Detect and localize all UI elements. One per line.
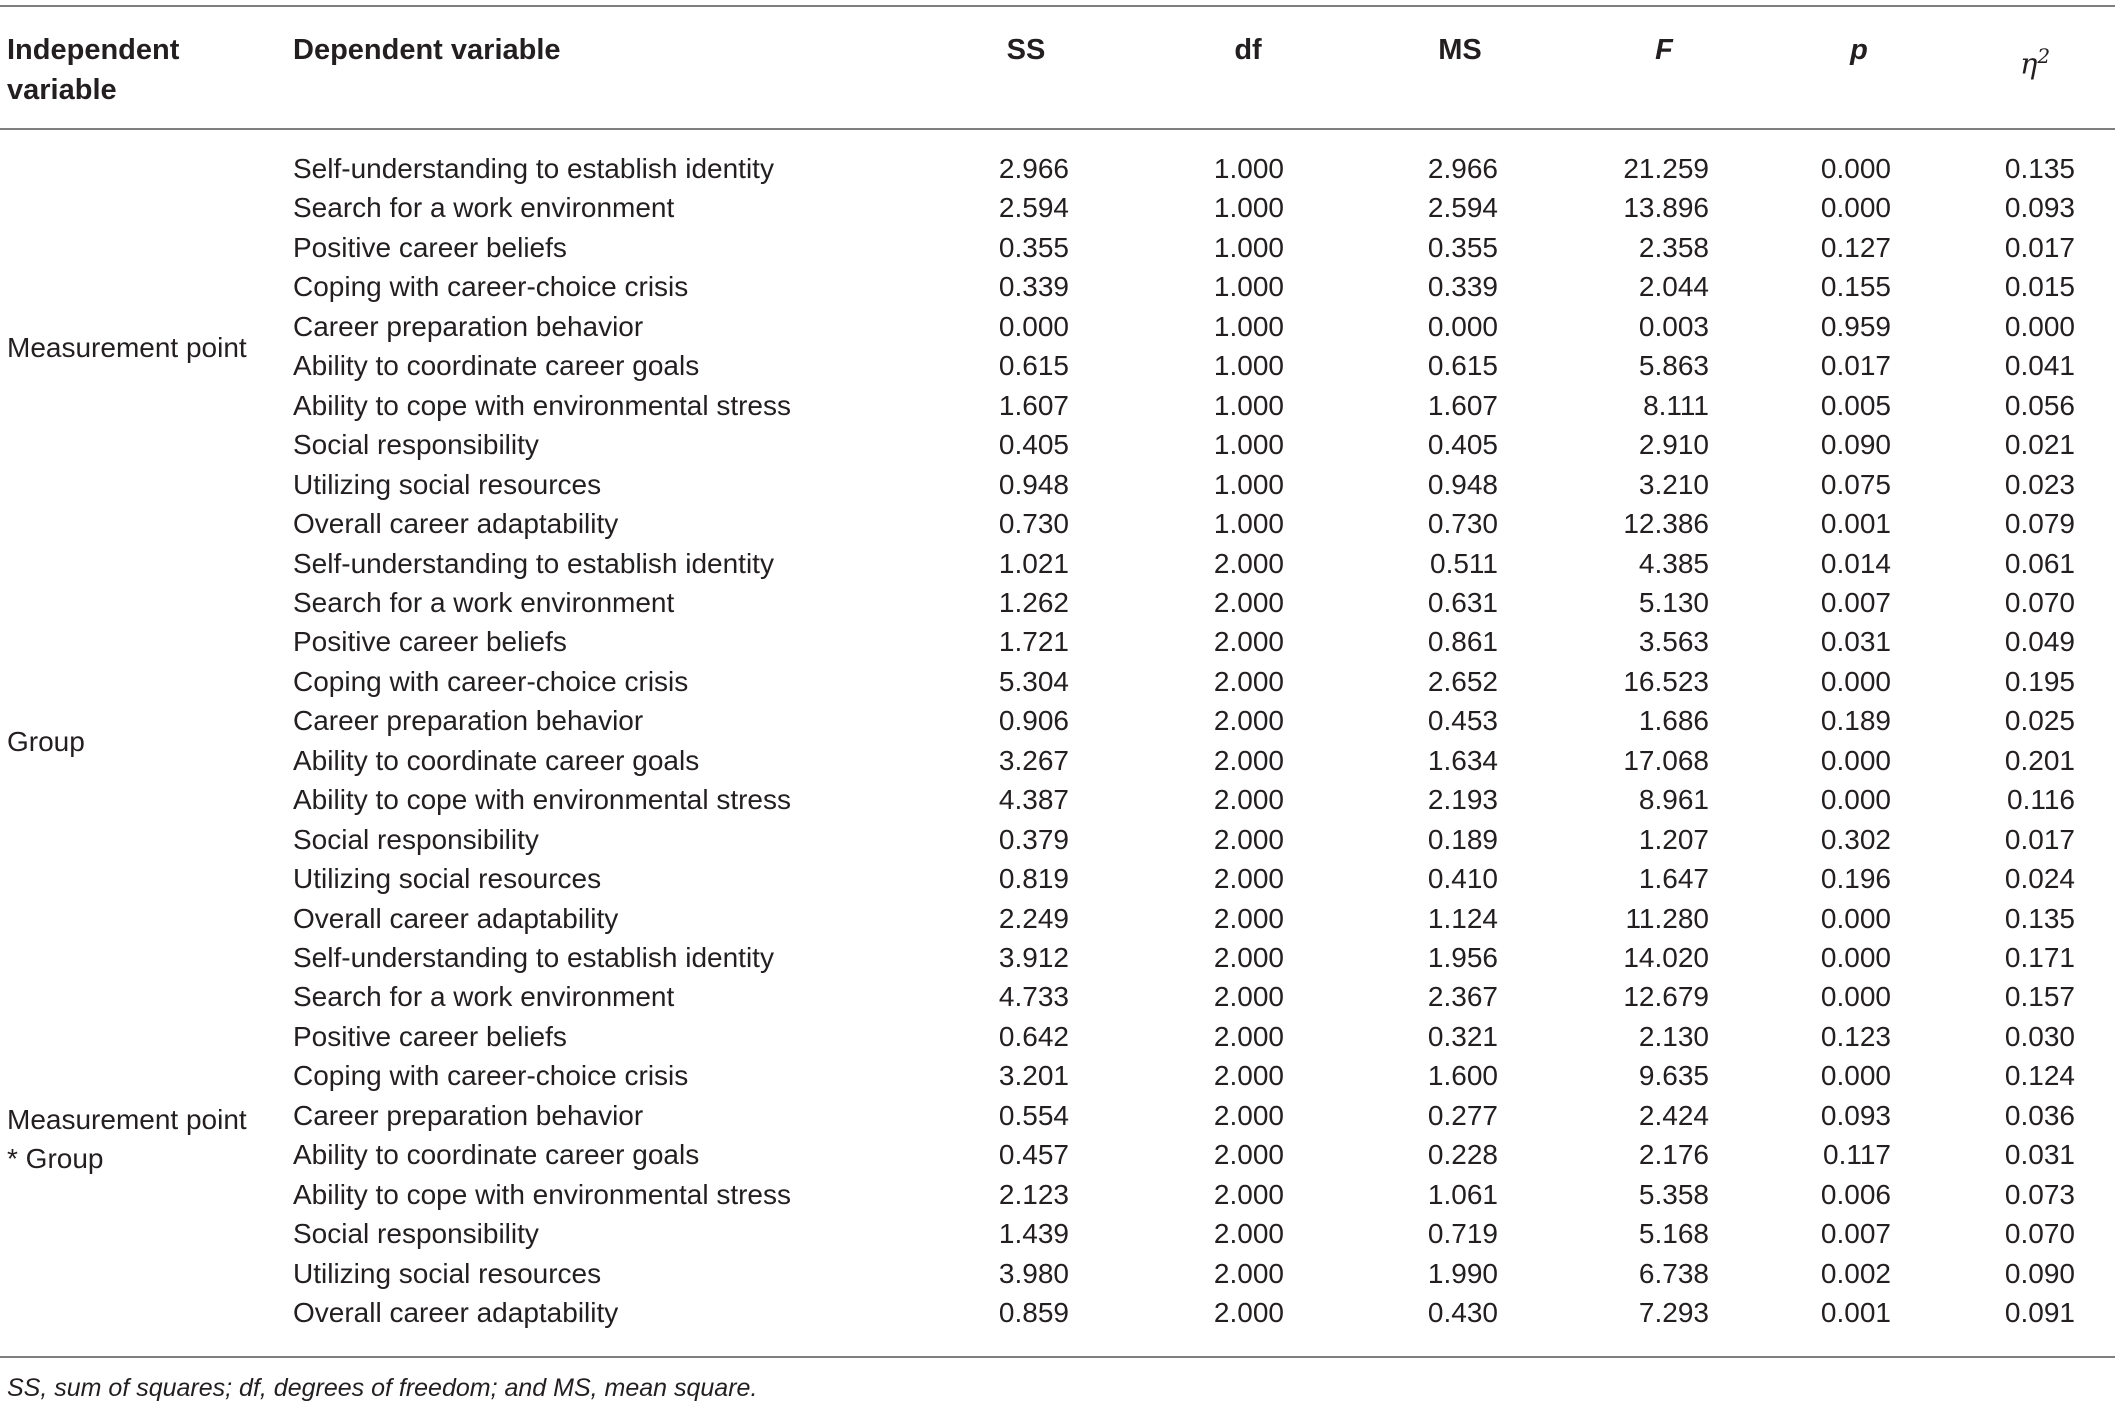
table-row [0,465,2115,504]
ss-cell: 1.721 [998,626,1069,658]
df-cell: 2.000 [1213,784,1284,816]
dependent-variable-cell: Positive career beliefs [293,626,567,658]
ms-cell: 0.730 [1427,508,1498,540]
ms-cell: 0.228 [1427,1139,1498,1171]
eta-cell: 0.031 [2004,1139,2075,1171]
table-row [0,859,2115,898]
table-row [0,938,2115,977]
p-cell: 0.000 [1820,981,1891,1013]
table-row [0,622,2115,661]
table-row [0,228,2115,267]
eta-symbol: η [2019,46,2038,81]
eta-cell: 0.124 [2004,1060,2075,1092]
dependent-variable-cell: Positive career beliefs [293,231,567,263]
eta-cell: 0.023 [2004,468,2075,500]
table-row [0,899,2115,938]
p-cell: 0.007 [1820,586,1891,618]
f-cell: 8.111 [1643,389,1709,421]
ms-cell: 0.410 [1427,863,1498,895]
dependent-variable-cell: Coping with career-choice crisis [293,271,689,303]
df-cell: 1.000 [1213,468,1284,500]
header-p: p [1850,34,1868,66]
ms-cell: 0.355 [1427,231,1498,263]
table-row [0,780,2115,819]
ms-cell: 0.861 [1427,626,1498,658]
dependent-variable-cell: Ability to coordinate career goals [293,350,700,382]
table-row [0,977,2115,1016]
group-label-line: * Group [7,1143,104,1175]
table-row [0,1096,2115,1135]
table-row [0,544,2115,583]
dependent-variable-cell: Search for a work environment [293,586,675,618]
df-cell: 2.000 [1213,744,1284,776]
ms-cell: 1.634 [1427,744,1498,776]
f-cell: 2.358 [1638,231,1709,263]
dependent-variable-cell: Ability to cope with environmental stress [293,784,791,816]
ms-cell: 1.956 [1427,942,1498,973]
f-cell: 16.523 [1623,665,1709,697]
p-cell: 0.959 [1820,310,1891,342]
table-row [0,1293,2115,1332]
f-cell: 5.168 [1638,1218,1709,1250]
df-cell: 2.000 [1213,626,1284,658]
ms-cell: 0.277 [1427,1099,1498,1131]
dependent-variable-cell: Career preparation behavior [293,705,644,737]
df-cell: 2.000 [1213,705,1284,737]
f-cell: 1.647 [1638,863,1709,895]
table-row [0,741,2115,780]
p-cell: 0.090 [1820,429,1891,461]
p-cell: 0.017 [1820,350,1891,382]
ms-cell: 0.719 [1427,1218,1498,1250]
p-cell: 0.005 [1820,389,1891,421]
p-cell: 0.000 [1820,153,1891,184]
ms-cell: 1.600 [1427,1060,1498,1092]
ms-cell: 2.966 [1427,153,1498,184]
df-cell: 2.000 [1213,665,1284,697]
p-cell: 0.000 [1820,665,1891,697]
eta-cell: 0.135 [2004,153,2075,184]
ss-cell: 1.607 [998,389,1069,421]
table-row [0,820,2115,859]
eta-cell: 0.041 [2004,350,2075,382]
f-cell: 13.896 [1623,192,1709,224]
table-top-rule [0,5,2115,7]
df-cell: 1.000 [1213,508,1284,540]
ss-cell: 4.733 [998,981,1069,1013]
ss-cell: 0.642 [998,1020,1069,1052]
dependent-variable-cell: Career preparation behavior [293,1099,644,1131]
p-cell: 0.002 [1820,1257,1891,1289]
eta-cell: 0.201 [2004,744,2075,776]
table-row [0,662,2115,701]
p-cell: 0.189 [1820,705,1891,737]
header-independent-line1: Independent [7,34,180,66]
ss-cell: 1.439 [998,1218,1069,1250]
f-cell: 1.207 [1638,823,1709,855]
ms-cell: 0.000 [1427,310,1498,342]
ss-cell: 3.912 [998,942,1069,973]
dependent-variable-cell: Self-understanding to establish identity [293,547,774,579]
p-cell: 0.000 [1820,784,1891,816]
header-dependent-variable: Dependent variable [293,34,561,66]
dependent-variable-cell: Self-understanding to establish identity [293,942,774,973]
df-cell: 2.000 [1213,902,1284,934]
eta-cell: 0.021 [2004,429,2075,461]
ss-cell: 3.267 [998,744,1069,776]
f-cell: 9.635 [1638,1060,1709,1092]
eta-cell: 0.000 [2004,310,2075,342]
group-label-line: Measurement point [7,332,247,363]
ms-cell: 0.405 [1427,429,1498,461]
table-row [0,701,2115,740]
ss-cell: 0.730 [998,508,1069,540]
df-cell: 2.000 [1213,942,1284,973]
dependent-variable-cell: Social responsibility [293,1218,539,1250]
df-cell: 1.000 [1213,231,1284,263]
header-df: df [1234,34,1262,66]
ss-cell: 4.387 [998,784,1069,816]
ms-cell: 0.189 [1427,823,1498,855]
f-cell: 4.385 [1638,547,1709,579]
f-cell: 2.910 [1638,429,1709,461]
f-cell: 5.130 [1638,586,1709,618]
header-eta-squared [2020,36,2050,84]
dependent-variable-cell: Utilizing social resources [293,468,602,500]
table-row [0,149,2115,188]
table-row [0,267,2115,306]
header-ss: SS [1006,34,1046,66]
df-cell: 2.000 [1213,1020,1284,1052]
ms-cell: 0.339 [1427,271,1498,303]
eta-cell: 0.135 [2004,902,2075,934]
df-cell: 1.000 [1213,350,1284,382]
ms-cell: 2.367 [1427,981,1498,1013]
ms-cell: 0.631 [1427,586,1498,618]
df-cell: 1.000 [1213,389,1284,421]
ss-cell: 2.123 [998,1178,1069,1210]
table-footnote: SS, sum of squares; df, degrees of freedom; and MS, mean square. [7,1374,758,1402]
eta-cell: 0.157 [2004,981,2075,1013]
ss-cell: 0.859 [998,1297,1069,1329]
p-cell: 0.155 [1820,271,1891,303]
df-cell: 2.000 [1213,981,1284,1013]
df-cell: 2.000 [1213,1218,1284,1250]
p-cell: 0.000 [1820,192,1891,224]
f-cell: 2.424 [1638,1099,1709,1131]
f-cell: 1.686 [1638,705,1709,737]
ms-cell: 0.453 [1427,705,1498,737]
ss-cell: 0.948 [998,468,1069,500]
ms-cell: 1.990 [1427,1257,1498,1289]
dependent-variable-cell: Overall career adaptability [293,508,619,540]
ss-cell: 0.405 [998,429,1069,461]
ss-cell: 0.339 [998,271,1069,303]
eta-cell: 0.056 [2004,389,2075,421]
eta-cell: 0.049 [2004,626,2075,658]
df-cell: 2.000 [1213,1060,1284,1092]
dependent-variable-cell: Ability to coordinate career goals [293,744,700,776]
p-cell: 0.093 [1820,1099,1891,1131]
dependent-variable-cell: Positive career beliefs [293,1020,567,1052]
eta-cell: 0.061 [2004,547,2075,579]
p-cell: 0.302 [1820,823,1891,855]
eta-cell: 0.073 [2004,1178,2075,1210]
ss-cell: 0.000 [998,310,1069,342]
p-cell: 0.117 [1823,1139,1891,1171]
eta-cell: 0.079 [2004,508,2075,540]
df-cell: 2.000 [1213,1139,1284,1171]
p-cell: 0.000 [1820,942,1891,973]
ss-cell: 2.594 [998,192,1069,224]
eta-cell: 0.024 [2004,863,2075,895]
dependent-variable-cell: Self-understanding to establish identity [293,153,774,184]
dependent-variable-cell: Social responsibility [293,429,539,461]
ss-cell: 2.249 [998,902,1069,934]
dependent-variable-cell: Search for a work environment [293,192,675,224]
ss-cell: 5.304 [998,665,1069,697]
df-cell: 1.000 [1213,310,1284,342]
dependent-variable-cell: Overall career adaptability [293,1297,619,1329]
table-row [0,1017,2115,1056]
dependent-variable-cell: Coping with career-choice crisis [293,665,689,697]
table-row [0,1056,2115,1095]
p-cell: 0.123 [1820,1020,1891,1052]
p-cell: 0.007 [1820,1218,1891,1250]
df-cell: 1.000 [1213,192,1284,224]
table-row [0,504,2115,543]
dependent-variable-cell: Ability to coordinate career goals [293,1139,700,1171]
table-row [0,1175,2115,1214]
dependent-variable-cell: Social responsibility [293,823,539,855]
eta-cell: 0.017 [2004,231,2075,263]
eta-cell: 0.070 [2004,586,2075,618]
f-cell: 12.386 [1623,508,1709,540]
p-cell: 0.000 [1820,744,1891,776]
f-cell: 2.176 [1638,1139,1709,1171]
p-cell: 0.196 [1820,863,1891,895]
table-row [0,386,2115,425]
ss-cell: 0.615 [998,350,1069,382]
eta-cell: 0.171 [2004,942,2075,973]
eta-cell: 0.015 [2004,271,2075,303]
ss-cell: 0.906 [998,705,1069,737]
eta-cell: 0.091 [2004,1297,2075,1329]
group-label-line: Measurement point [7,1104,247,1135]
ss-cell: 0.379 [998,823,1069,855]
header-independent-line2: variable [7,74,117,106]
ms-cell: 0.615 [1427,350,1498,382]
ss-cell: 0.819 [998,863,1069,895]
df-cell: 2.000 [1213,1297,1284,1329]
f-cell: 7.293 [1638,1297,1709,1329]
dependent-variable-cell: Utilizing social resources [293,1257,602,1289]
p-cell: 0.001 [1820,508,1891,540]
p-cell: 0.127 [1820,231,1891,263]
df-cell: 1.000 [1213,429,1284,461]
f-cell: 2.044 [1638,271,1709,303]
df-cell: 2.000 [1213,1178,1284,1210]
eta-cell: 0.116 [2007,784,2075,816]
ss-cell: 1.262 [998,586,1069,618]
p-cell: 0.014 [1820,547,1891,579]
f-cell: 3.563 [1638,626,1709,658]
f-cell: 0.003 [1638,310,1709,342]
dependent-variable-cell: Career preparation behavior [293,310,644,342]
p-cell: 0.075 [1820,468,1891,500]
p-cell: 0.001 [1820,1297,1891,1329]
header-f: F [1655,34,1673,66]
f-cell: 5.863 [1638,350,1709,382]
f-cell: 2.130 [1638,1020,1709,1052]
ms-cell: 1.061 [1427,1178,1498,1210]
ms-cell: 2.193 [1427,784,1498,816]
table-row [0,583,2115,622]
f-cell: 8.961 [1638,784,1709,816]
ms-cell: 1.607 [1427,389,1498,421]
header-bottom-rule [0,128,2115,130]
ms-cell: 2.652 [1427,665,1498,697]
df-cell: 2.000 [1213,586,1284,618]
df-cell: 1.000 [1213,271,1284,303]
eta-cell: 0.017 [2004,823,2075,855]
f-cell: 14.020 [1623,942,1709,973]
df-cell: 2.000 [1213,823,1284,855]
eta-cell: 0.195 [2004,665,2075,697]
ss-cell: 0.355 [998,231,1069,263]
df-cell: 1.000 [1213,153,1284,184]
f-cell: 11.280 [1625,902,1709,934]
ss-cell: 0.457 [998,1139,1069,1171]
f-cell: 3.210 [1638,468,1709,500]
dependent-variable-cell: Coping with career-choice crisis [293,1060,689,1092]
f-cell: 6.738 [1638,1257,1709,1289]
table-bottom-rule [0,1356,2115,1358]
ms-cell: 2.594 [1427,192,1498,224]
dependent-variable-cell: Ability to cope with environmental stress [293,389,791,421]
p-cell: 0.006 [1820,1178,1891,1210]
table-row [0,425,2115,464]
header-independent-variable [7,30,179,110]
dependent-variable-cell: Overall career adaptability [293,902,619,934]
dependent-variable-cell: Utilizing social resources [293,863,602,895]
eta-cell: 0.093 [2004,192,2075,224]
p-cell: 0.000 [1820,902,1891,934]
table-row [0,188,2115,227]
df-cell: 2.000 [1213,863,1284,895]
f-cell: 5.358 [1638,1178,1709,1210]
ms-cell: 0.948 [1427,468,1498,500]
eta-cell: 0.070 [2004,1218,2075,1250]
p-cell: 0.000 [1820,1060,1891,1092]
f-cell: 17.068 [1623,744,1709,776]
eta-cell: 0.090 [2004,1257,2075,1289]
eta-cell: 0.030 [2004,1020,2075,1052]
dependent-variable-cell: Ability to cope with environmental stress [293,1178,791,1210]
table-row [0,1214,2115,1253]
table-row [0,307,2115,346]
df-cell: 2.000 [1213,1257,1284,1289]
ss-cell: 0.554 [998,1099,1069,1131]
dependent-variable-cell: Search for a work environment [293,981,675,1013]
p-cell: 0.031 [1820,626,1891,658]
eta-superscript: 2 [2037,44,2051,68]
ms-cell: 0.511 [1430,547,1498,579]
eta-cell: 0.025 [2004,705,2075,737]
f-cell: 21.259 [1623,153,1709,184]
eta-cell: 0.036 [2004,1099,2075,1131]
ss-cell: 3.201 [998,1060,1069,1092]
df-cell: 2.000 [1213,1099,1284,1131]
group-label-line: Group [7,726,85,757]
header-ms: MS [1438,34,1482,66]
ms-cell: 0.321 [1427,1020,1498,1052]
table-row [0,346,2115,385]
table-row [0,1135,2115,1174]
ss-cell: 2.966 [998,153,1069,184]
ss-cell: 3.980 [998,1257,1069,1289]
ms-cell: 1.124 [1427,902,1498,934]
table-row [0,1254,2115,1293]
df-cell: 2.000 [1213,547,1284,579]
f-cell: 12.679 [1623,981,1709,1013]
ss-cell: 1.021 [998,547,1069,579]
ms-cell: 0.430 [1427,1297,1498,1329]
